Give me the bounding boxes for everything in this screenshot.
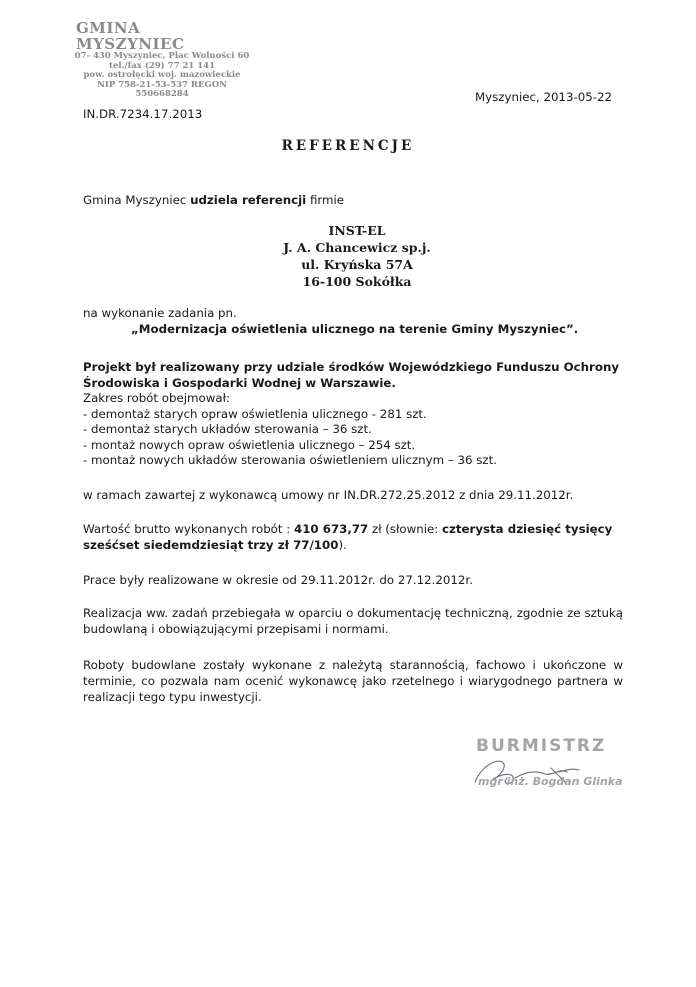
letterhead-address: 07- 430 Myszyniec, Plac Wolności 60 <box>74 51 250 61</box>
scope-list <box>83 391 623 469</box>
company-name: INST-EL <box>328 223 386 238</box>
reference-number: IN.DR.7234.17.2013 <box>83 107 203 121</box>
handwritten-signature <box>455 748 595 798</box>
task-name: „Modernizacja oświetlenia ulicznego na terenie Gminy Myszyniec”. <box>131 322 579 336</box>
letterhead-stamp <box>72 20 252 100</box>
intro-text-1: Gmina Myszyniec <box>83 193 191 207</box>
company-city: 16-100 Sokółka <box>302 274 412 289</box>
work-period: Prace były realizowane w okresie od 29.11.2012r. do 27.12.2012r. <box>83 573 473 587</box>
intro-text-2: firmie <box>306 193 345 207</box>
mayor-stamp-title: BURMISTRZ <box>476 736 607 756</box>
value-end: ). <box>338 538 347 552</box>
scope-heading: Zakres robót obejmował: <box>83 391 230 405</box>
assessment-paragraph: Roboty budowlane zostały wykonane z należytą starannością, fachowo i ukończone w terminie, co pozwala nam ocenić wykonawcę jako rzetelnego i wiarygodnego partnera w realizacji tego typu inwestycji. <box>83 658 623 704</box>
value-currency: zł (słownie: <box>368 522 443 536</box>
company-street: ul. Kryńska 57A <box>301 257 413 272</box>
list-item: - montaż nowych opraw oświetlenia ulicznego – 254 szt. <box>83 437 416 452</box>
list-item: - demontaż starych opraw oświetlenia ulicznego - 281 szt. <box>83 406 427 421</box>
company-legal-name: J. A. Chancewicz sp.j. <box>283 240 431 255</box>
letterhead-name: GMINA MYSZYNIEC <box>76 19 185 53</box>
contract-value <box>83 521 623 553</box>
mayor-stamp-name: mgr inż. Bogdan Glinka <box>478 775 623 788</box>
project-funding: Projekt był realizowany przy udziale środków Wojewódzkiego Funduszu Ochrony Środowiska i Gospodarki Wodnej w Warszawie. <box>83 360 620 390</box>
value-in-words: czterysta dziesięć tysięcy sześćset siedemdziesiąt trzy zł 77/100 <box>83 522 613 552</box>
agreement-line: w ramach zawartej z wykonawcą umowy nr IN.DR.272.25.2012 z dnia 29.11.2012r. <box>83 488 574 502</box>
document-title: REFERENCJE <box>281 138 415 154</box>
place-date: Myszyniec, 2013-05-22 <box>475 90 613 104</box>
intro-text-bold: udziela referencji <box>190 193 307 207</box>
list-item: - montaż nowych układów sterowania oświetleniem ulicznym – 36 szt. <box>83 453 497 467</box>
implementation-paragraph: Realizacja ww. zadań przebiegała w oparciu o dokumentację techniczną, zgodnie ze sztuką budowlaną i obowiązującymi przepisami i normami. <box>83 606 623 636</box>
company-block <box>0 222 696 290</box>
value-amount: 410 673,77 <box>294 522 369 536</box>
intro-line <box>83 193 344 208</box>
letterhead-region: pow. ostrołęcki woj. mazowieckie <box>83 70 241 80</box>
task-intro: na wykonanie zadania pn. <box>83 306 237 320</box>
letterhead-phone: tel./fax (29) 77 21 141 <box>109 60 215 71</box>
letterhead-tax-ids: NIP 758-21-53-537 REGON 550668284 <box>97 79 227 99</box>
list-item: - demontaż starych układów sterowania – 36 szt. <box>83 422 372 436</box>
value-label: Wartość brutto wykonanych robót : <box>83 522 294 536</box>
